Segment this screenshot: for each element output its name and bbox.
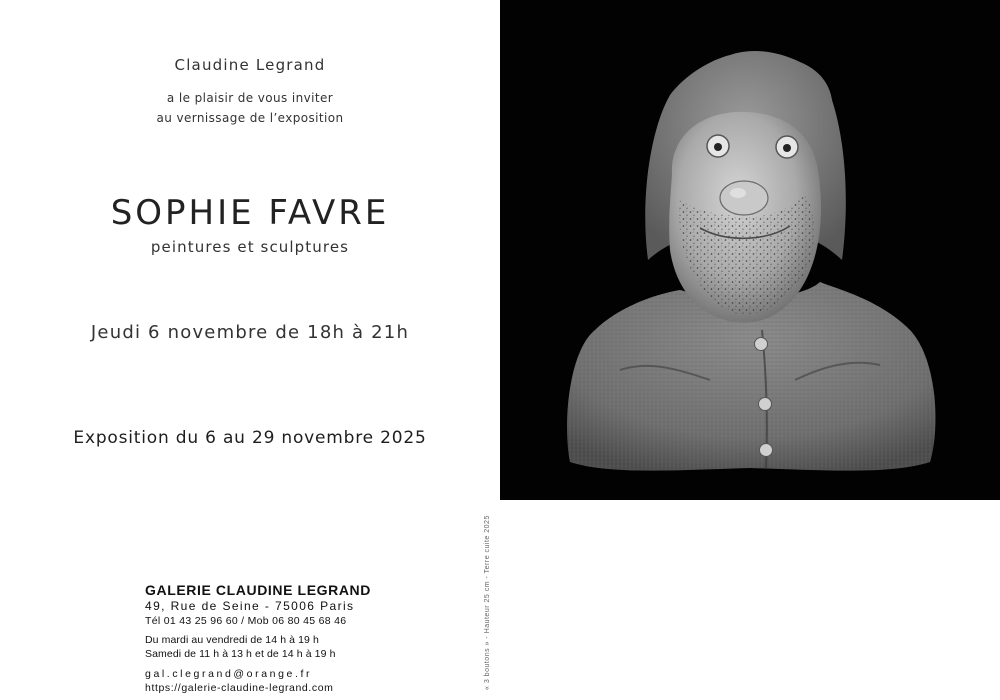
right-eye	[776, 136, 798, 158]
host-name: Claudine Legrand	[174, 56, 326, 74]
sculpture-illustration	[500, 0, 1000, 500]
gallery-contact-block	[145, 582, 375, 695]
sculpture-photo	[500, 0, 1000, 500]
gallery-hours	[145, 633, 375, 661]
hours-saturday: Samedi de 11 h à 13 h et de 14 h à 19 h	[145, 648, 336, 660]
invitation-line-2: au vernissage de l’exposition	[156, 111, 344, 125]
exhibition-dates: Exposition du 6 au 29 novembre 2025	[73, 428, 427, 448]
left-eye	[707, 135, 729, 157]
opening-date: Jeudi 6 novembre de 18h à 21h	[90, 322, 410, 343]
invitation-text	[0, 88, 500, 128]
gallery-name: GALERIE CLAUDINE LEGRAND	[145, 582, 371, 598]
exhibition-subtitle: peintures et sculptures	[150, 238, 350, 256]
gallery-website: https://galerie-claudine-legrand.com	[145, 682, 334, 694]
artist-name: SOPHIE FAVRE	[110, 193, 390, 233]
gallery-email: gal.clegrand@orange.fr	[145, 668, 313, 680]
artwork-caption: « 3 boutons » - Hauteur 25 cm - Terre cuite 2025	[484, 515, 491, 690]
invitation-line-1: a le plaisir de vous inviter	[166, 91, 334, 105]
button-1	[755, 338, 768, 351]
button-3	[760, 444, 773, 457]
hours-weekday: Du mardi au vendredi de 14 h à 19 h	[145, 634, 319, 646]
button-2	[759, 398, 772, 411]
gallery-phone: Tél 01 43 25 96 60 / Mob 06 80 45 68 46	[145, 615, 347, 627]
gallery-address: 49, Rue de Seine - 75006 Paris	[145, 599, 355, 613]
